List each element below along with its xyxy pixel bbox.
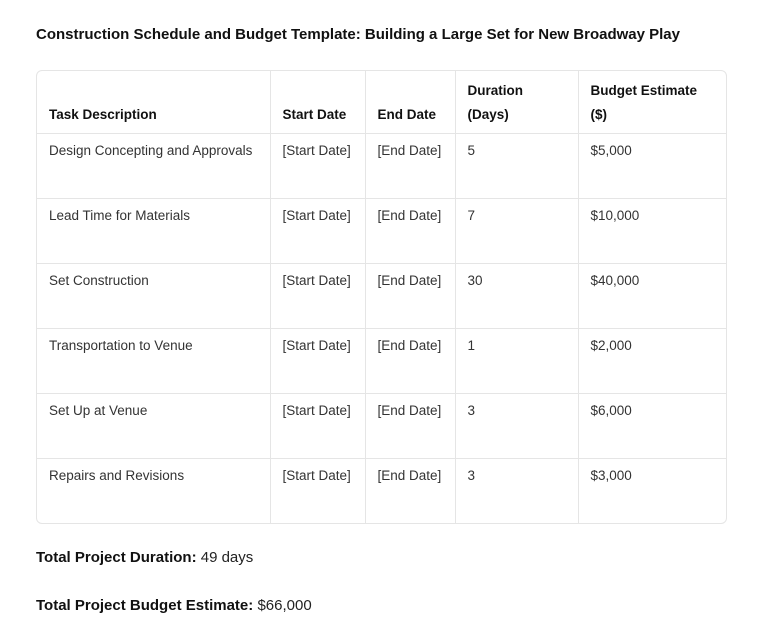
cell-task: Set Construction bbox=[37, 264, 270, 329]
cell-task: Transportation to Venue bbox=[37, 329, 270, 394]
cell-budget: $6,000 bbox=[578, 394, 726, 459]
schedule-table-container bbox=[36, 70, 727, 524]
cell-start-date: [Start Date] bbox=[270, 459, 365, 524]
cell-start-date: [Start Date] bbox=[270, 394, 365, 459]
header-duration bbox=[455, 71, 578, 134]
header-start-date: Start Date bbox=[270, 71, 365, 134]
page-title: Construction Schedule and Budget Template: Building a Large Set for New Broadway Play bbox=[36, 26, 680, 43]
total-duration-line bbox=[36, 547, 727, 569]
header-task-description: Task Description bbox=[37, 71, 270, 134]
cell-duration: 3 bbox=[455, 459, 578, 524]
table-row bbox=[37, 459, 726, 524]
cell-end-date: [End Date] bbox=[365, 264, 455, 329]
table-row bbox=[37, 199, 726, 264]
header-budget-line2: ($) bbox=[590, 107, 607, 122]
cell-budget: $40,000 bbox=[578, 264, 726, 329]
cell-task: Design Concepting and Approvals bbox=[37, 134, 270, 199]
cell-duration: 1 bbox=[455, 329, 578, 394]
header-budget-line1: Budget Estimate bbox=[590, 83, 698, 98]
cell-task: Lead Time for Materials bbox=[37, 199, 270, 264]
total-budget-line bbox=[36, 595, 727, 617]
cell-start-date: [Start Date] bbox=[270, 329, 365, 394]
cell-end-date: [End Date] bbox=[365, 134, 455, 199]
header-end-date: End Date bbox=[365, 71, 455, 134]
cell-task: Repairs and Revisions bbox=[37, 459, 270, 524]
header-duration-line2: (Days) bbox=[467, 107, 509, 122]
table-row bbox=[37, 134, 726, 199]
cell-duration: 5 bbox=[455, 134, 578, 199]
header-duration-line1: Duration bbox=[467, 83, 523, 98]
cell-start-date: [Start Date] bbox=[270, 199, 365, 264]
cell-duration: 30 bbox=[455, 264, 578, 329]
table-header-row bbox=[37, 71, 726, 134]
cell-duration: 3 bbox=[455, 394, 578, 459]
cell-end-date: [End Date] bbox=[365, 394, 455, 459]
table-row bbox=[37, 394, 726, 459]
cell-end-date: [End Date] bbox=[365, 199, 455, 264]
document-page bbox=[36, 24, 727, 617]
table-row bbox=[37, 329, 726, 394]
cell-budget: $5,000 bbox=[578, 134, 726, 199]
total-budget-value: $66,000 bbox=[257, 597, 312, 614]
header-budget bbox=[578, 71, 726, 134]
cell-start-date: [Start Date] bbox=[270, 264, 365, 329]
cell-start-date: [Start Date] bbox=[270, 134, 365, 199]
cell-budget: $10,000 bbox=[578, 199, 726, 264]
schedule-budget-table bbox=[37, 71, 726, 523]
cell-budget: $3,000 bbox=[590, 468, 632, 483]
cell-budget: $2,000 bbox=[578, 329, 726, 394]
cell-end-date: [End Date] bbox=[365, 329, 455, 394]
cell-task: Set Up at Venue bbox=[37, 394, 270, 459]
cell-end-date: [End Date] bbox=[365, 459, 455, 524]
total-duration-value: 49 days bbox=[200, 549, 254, 566]
total-budget-label: Total Project Budget Estimate: bbox=[36, 597, 254, 614]
total-duration-label: Total Project Duration: bbox=[36, 549, 197, 566]
table-row bbox=[37, 264, 726, 329]
cell-duration: 7 bbox=[455, 199, 578, 264]
